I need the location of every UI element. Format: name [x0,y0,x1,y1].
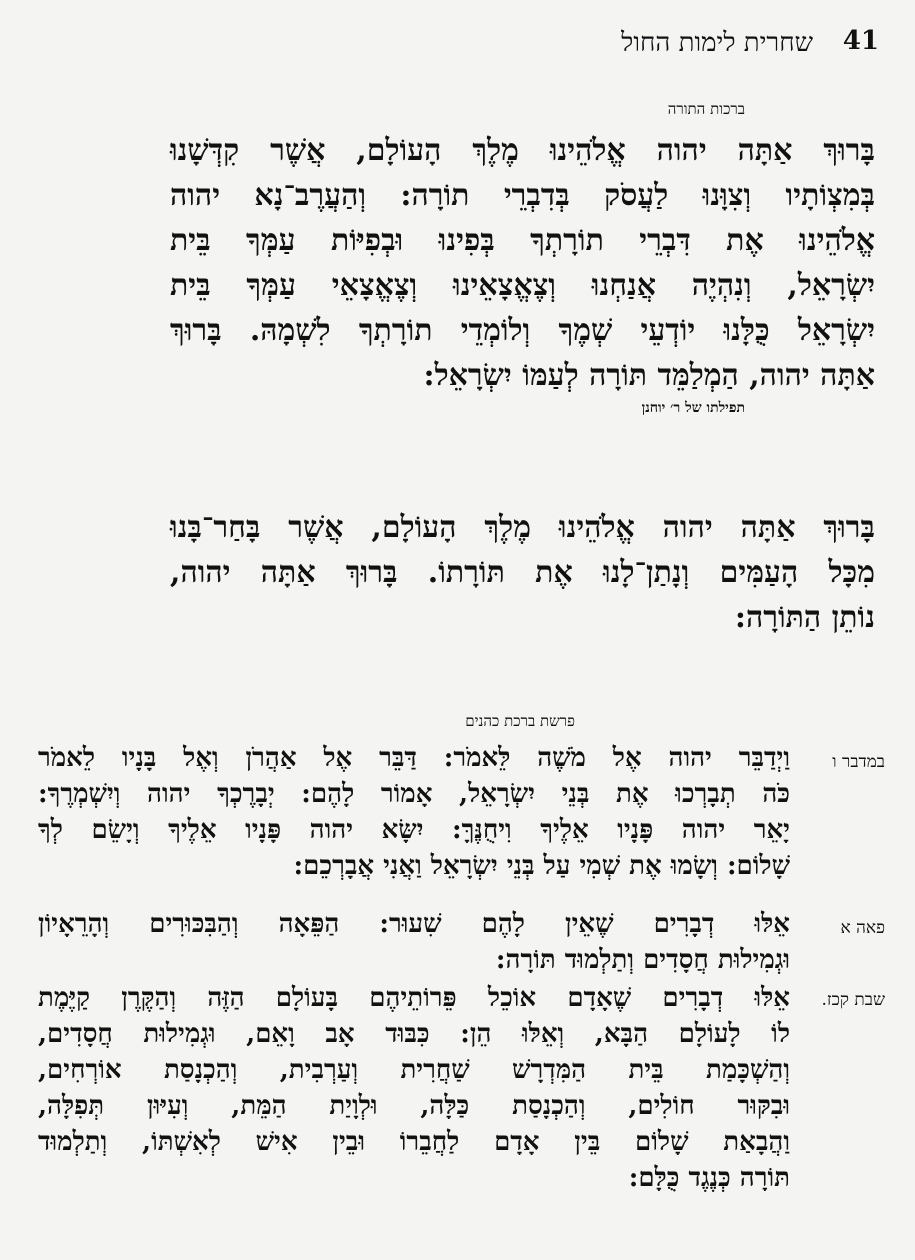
text-line: כֹּה תְבָרְכוּ אֶת בְּנֵי יִשְׂרָאֵל, אָמוֹר לָהֶם: יְבָרֶכְךָ יהוה וְיִשְׁמְרֶךָ: [38,779,790,809]
source-reference-peah: פאה א [840,918,885,938]
text-line: אֱלֹהֵינוּ אֶת דִּבְרֵי תוֹרָתְךָ בְּפִינוּ וּבְפִיּוֹת עַמְּךָ בֵּית [170,223,875,258]
text-line: יִשְׂרָאֵל כֻּלָּנוּ יוֹדְעֵי שְׁמֶךָ וְלוֹמְדֵי תוֹרָתְךָ לִשְׁמָהּ. בָּרוּךְ [170,313,875,348]
page-number: 41 [842,26,879,56]
text-line: אַתָּה יהוה, הַמְלַמֵּד תּוֹרָה לְעַמּוֹ יִשְׂרָאֵל: [423,358,875,393]
running-title: שחרית לימות החול [621,28,813,58]
text-line: אֵלּוּ דְבָרִים שֶׁאָדָם אוֹכֵל פֵּרוֹתֵיהֶם בָּעוֹלָם הַזֶּה וְהַקֶּרֶן קַיֶּמֶת [38,983,790,1013]
section-label-tefilat-r-yochanan: תפילתו של ר׳ יוחנן [641,400,745,416]
peah-text [38,906,790,978]
source-reference-bamidbar: במדבר ו [832,752,885,772]
text-line: אֵלּוּ דְבָרִים שֶׁאֵין לָהֶם שִׁעוּר: הַפֵּאָה וְהַבִּכּוּרִים וְהָרֵאָיוֹן [38,909,790,939]
text-line: תּוֹרָה כְּנֶגֶד כֻּלָּם: [628,1163,790,1193]
text-line: שָׁלוֹם: וְשָׂמוּ אֶת שְׁמִי עַל בְּנֵי יִשְׂרָאֵל וַאֲנִי אֲבָרְכֵם: [293,851,790,881]
text-line: וּגְמִילוּת חֲסָדִים וְתַלְמוּד תּוֹרָה: [495,945,790,975]
text-line: לוֹ לָעוֹלָם הַבָּא, וְאֵלּוּ הֵן: כִּבּוּד אָב וָאֵם, וּגְמִילוּת חֲסָדִים, [38,1019,790,1049]
second-blessing-text [170,505,875,640]
text-line: יָאֵר יהוה פָּנָיו אֵלֶיךָ וִיחֻנֶּךָּ: יִשָּׂא יהוה פָּנָיו אֵלֶיךָ וְיָשֵׂם לְךָ [38,815,790,845]
text-line: וַהֲבָאַת שָׁלוֹם בֵּין אָדָם לַחֲבֵרוֹ וּבֵין אִישׁ לְאִשְׁתּוֹ, וְתַלְמוּד [38,1127,790,1157]
source-reference-shabbat: שבת קכז. [821,990,885,1010]
text-line: וְהַשְׁכָּמַת בֵּית הַמִּדְרָשׁ שַׁחֲרִית וְעַרְבִית, וְהַכְנָסַת אוֹרְחִים, [38,1055,790,1085]
birkat-kohanim-text [38,740,790,884]
text-line: בְּמִצְוֹתָיו וְצִוָּנוּ לַעֲסֹק בְּדִבְרֵי תוֹרָה: וְהַעֲרֶב־נָא יהוה [170,178,875,213]
text-line: וַיְדַבֵּר יהוה אֶל מֹשֶׁה לֵּאמֹר: דַּבֵּר אֶל אַהֲרֹן וְאֶל בָּנָיו לֵאמֹר [38,743,790,773]
text-line: בָּרוּךְ אַתָּה יהוה אֱלֹהֵינוּ מֶלֶךְ הָעוֹלָם, אֲשֶׁר קִדְּשָׁנוּ [170,133,875,168]
section-label-birkot-hatorah: ברכות התורה [667,100,745,118]
text-line: יִשְׂרָאֵל, וְנִהְיֶה אֲנַחְנוּ וְצֶאֱצָאֵינוּ וְצֶאֱצָאֵי עַמְּךָ בֵּית [170,268,875,303]
section-label-birkat-kohanim: פרשת ברכת כהנים [465,712,575,730]
shabbat-text [38,980,790,1196]
text-line: נוֹתֵן הַתּוֹרָה: [734,600,875,635]
text-line: מִכָּל הָעַמִּים וְנָתַן־לָנוּ אֶת תּוֹרָתוֹ. בָּרוּךְ אַתָּה יהוה, [170,555,875,590]
text-line: וּבִקּוּר חוֹלִים, וְהַכְנָסַת כַּלָּה, וּלְוָיַת הַמֵּת, וְעִיּוּן תְּפִלָּה, [38,1091,790,1121]
birkot-hatorah-text [170,128,875,398]
text-line: בָּרוּךְ אַתָּה יהוה אֱלֹהֵינוּ מֶלֶךְ הָעוֹלָם, אֲשֶׁר בָּחַר־בָּנוּ [170,510,875,545]
